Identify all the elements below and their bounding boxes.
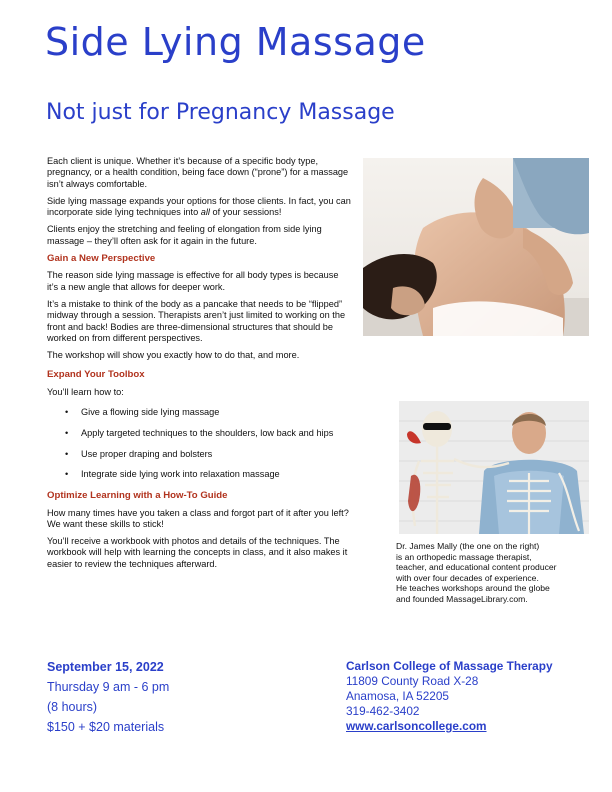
section-heading-guide: Optimize Learning with a How-To Guide [47, 490, 228, 502]
perspective-paragraph-1: The reason side lying massage is effective for all body types is because it’s a new angle that allows for deeper work. [47, 270, 339, 292]
emphasis-all: all [200, 207, 210, 218]
main-column [47, 156, 352, 576]
section-heading-perspective: Gain a New Perspective [47, 253, 156, 265]
page-subtitle: Not just for Pregnancy Massage [46, 100, 395, 125]
caption-line: and founded MassageLibrary.com. [396, 593, 528, 604]
venue-address-2: Anamosa, IA 52205 [346, 689, 449, 703]
venue-name: Carlson College of Massage Therapy [346, 659, 553, 673]
event-date: September 15, 2022 [47, 660, 164, 674]
massage-photo [363, 158, 589, 336]
instructor-photo-illustration [399, 401, 589, 534]
event-time: Thursday 9 am - 6 pm [47, 680, 170, 694]
list-item: • Apply targeted techniques to the shoulders, low back and hips [65, 428, 352, 439]
caption-line: He teaches workshops around the globe [396, 583, 550, 593]
guide-paragraph-2: You’ll receive a workbook with photos and details of the techniques. The workbook will help with learning the concepts in class, and it also makes it easier to review the techniques afterward. [47, 536, 348, 569]
instructor-caption [396, 541, 596, 604]
guide-paragraph-1: How many times have you taken a class and forgot part of it after you left? We want these skills to stick! [47, 507, 349, 529]
event-price: $150 + $20 materials [47, 720, 165, 734]
page-title: Side Lying Massage [45, 20, 426, 64]
caption-line: is an orthopedic massage therapist, [396, 551, 532, 562]
perspective-paragraph-2: It’s a mistake to think of the body as a pancake that needs to be “flipped” midway through a session. Therapists aren’t just limited to working on the front and back! Bodies are three-dimensional structures that should be worked on from different perspectives. [47, 298, 346, 343]
toolbox-intro: You’ll learn how to: [47, 386, 124, 397]
caption-line: teacher, and educational content producer [396, 562, 557, 572]
perspective-paragraph-3: The workshop will show you exactly how to do that, and more. [47, 350, 300, 361]
list-item: • Use proper draping and bolsters [65, 449, 352, 460]
toolbox-list [47, 407, 352, 481]
event-details [47, 657, 297, 737]
caption-line: with over four decades of experience. [396, 572, 539, 583]
massage-photo-illustration [363, 158, 589, 336]
intro-paragraph-2: Side lying massage expands your options for those clients. In fact, you can incorporate side lying techniques into all of your sessions! [47, 195, 351, 218]
section-heading-toolbox: Expand Your Toolbox [47, 369, 145, 381]
venue-address-1: 11809 County Road X-28 [346, 674, 479, 688]
caption-line: Dr. James Mally (the one on the right) [396, 541, 540, 551]
venue-details [346, 659, 596, 734]
venue-website-link[interactable]: www.carlsoncollege.com [346, 719, 487, 733]
instructor-photo [399, 401, 589, 534]
list-item: • Integrate side lying work into relaxation massage [65, 469, 352, 480]
list-item: • Give a flowing side lying massage [65, 407, 352, 418]
event-duration: (8 hours) [47, 700, 98, 714]
intro-paragraph-1: Each client is unique. Whether it’s because of a specific body type, pregnancy, or a health condition, being face down (“prone”) for a massage isn’t always comfortable. [47, 156, 349, 189]
intro-paragraph-3: Clients enjoy the stretching and feeling of elongation from side lying massage – they’ll often ask for it again in the future. [47, 224, 322, 246]
venue-phone: 319-462-3402 [346, 704, 420, 718]
